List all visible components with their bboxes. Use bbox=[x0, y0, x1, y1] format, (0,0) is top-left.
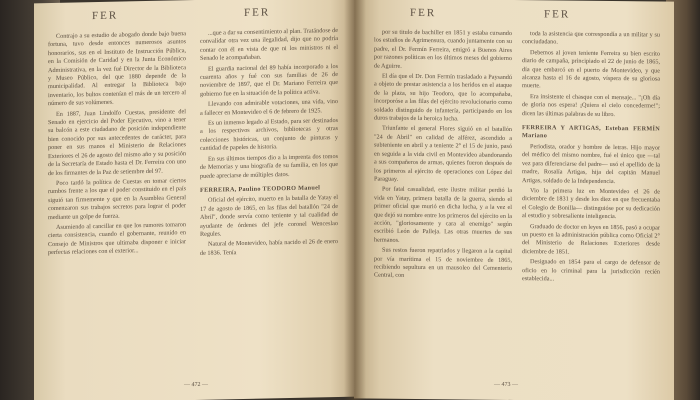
right-page bbox=[354, 0, 674, 400]
right-page-column-a bbox=[374, 29, 512, 284]
entry-heading bbox=[522, 124, 660, 142]
right-page-header-1: FER bbox=[410, 6, 437, 20]
left-page-header-2: FER bbox=[244, 6, 271, 19]
entry-name: FERREIRA, Paulino TEODORO Manuel bbox=[200, 184, 321, 194]
paragraph: Designado en 1854 para el cargo de defensor de oficio en lo criminal para la jurisdicción recién establecida... bbox=[522, 258, 660, 283]
left-page bbox=[34, 0, 356, 400]
left-page-number: — 472 — bbox=[184, 381, 208, 389]
paragraph: Contrajo a su estudio de abogado donde bajo buena fortuna, tuvo desde entonces numerosos asuntos honorarios, sus en el Instituto de Instrucción Pública, en la Comisión de Caridad y en la Junta Económico Administrativa, en la vez fué Director de la Biblioteca y Museo Público, del que 1880 depende de la municipalidad. Al entregar la Biblioteca bajo inventario, los bultos contenían el más de un tercero al número de sus volúmenes. bbox=[48, 30, 186, 108]
paragraph: El guardia nacional del 89 había incorporado a los cuarenta años y fué con sus familias de 26 de noviembre de 1897, que el Dr. Mariano Ferreira que gobierno fue en la situación de la política activa. bbox=[200, 62, 338, 98]
right-page-header-2: FER bbox=[544, 8, 571, 21]
left-page-column-b bbox=[200, 27, 338, 260]
entry-name: FERREIRA Y ARTIGAS, Esteban FERMÍN Mariano bbox=[522, 124, 660, 140]
paragraph: Periodista, orador y hombre de letras. Hijo mayor del médico del mismo nombre, fué el único que —tal vez para diferenciarse del padre— usó el apellido de la madre, Rosalía Artigas, hija del capitán Manuel Artigas, soldado de la Independencia. bbox=[522, 143, 660, 185]
paragraph: Triunfante el general Flores siguió en el batallón "24 de Abril" en calidad de alférez, ascendido a subteniente en abril y a teniente 2° el 15 de junio, pasó en seguida a la vida civil en Montevideo abandonando a sus compañeros de armas, quienes fueron después de los primeros al ejército de operaciones con López del Paraguay. bbox=[374, 125, 512, 183]
paragraph: Por fatal casualidad, este ilustre militar perdió la vida en Yatay, primera batalla de la guerra, siendo el primer oficial que murió en dicha lucha, y a la vez el que dejó su nombre entre los primeros del ejército en la acción, "gloriosamente y cara al enemigo" según escribió León de Palleja. Las otras muertes de sus hermanos. bbox=[374, 185, 512, 244]
paragraph: En 1887, Juan Lindolfo Cuestas, presidente del Senado en ejercicio del Poder Ejecutivo, vino a tener su balcón a este ciudadano de posición independiente bien conocido por sus antecedentes de carácter, para poner en sus manos el Ministerio de Relaciones Exteriores el 26 de agosto del mismo año y su posición de la Secretaría de Estado hasta el Dr. Ferreira con uno de los firmantes de la Paz de setiembre del 97. bbox=[48, 107, 186, 177]
paragraph: El día que el Dr. Don Fermín trasladado a Paysandú a objeto de prestar asistencia a los heridos en el ataque de la plaza, su hijo Teodoro, que lo acompañaba, incorporóse a las filas del ejército revolucionario como soldado distinguido de infantería, participando en los duros trabajos de la heroica lucha. bbox=[374, 72, 512, 123]
paragraph: Es un inmenso legado al Estado, para ser destinados a los respectivos archivos, bibliotecas y otras colecciones históricas, un conjunto de pinturas y cantidad de papeles de historia. bbox=[200, 117, 338, 153]
right-page-number: — 473 — bbox=[494, 381, 518, 389]
paragraph: Vio la primera luz en Montevideo el 26 de diciembre de 1831 y desde los diez en que frecuentaba el Colegio de Bonilla— distinguióse por su dedicación al estudio y sobresaliente inteligencia. bbox=[522, 187, 660, 221]
paragraph: Poco tardó la política de Cuestas en tomar ciertos rumbos frente a los que el poder constituido en el país siguió tan firmemente y que en la Asamblea General comenzaron sus trabajos secretos para lograr el poder mediante un golpe de fuerza. bbox=[48, 177, 186, 221]
paragraph: Llevando con admirable votaciones, una vida, vino a fallecer en Montevideo el 6 de febrero de 1925. bbox=[200, 98, 338, 117]
paragraph: por su titulo de bachiller en 1851 y estaba cursando los estudios de Agrimensura, cuando juntamente con su padre, el Dr. Fermín Ferreira, emigró a Buenos Aires por razones políticas en los últimos meses del gobierno de Aguirre. bbox=[374, 28, 512, 70]
paragraph: Debemos al joven teniente Ferreira su bien escrito diario de campaña, principiado el 22 de junio de 1865, día que embarcó en el puerto de Montevideo, y que alcanza hasta el 16 de agosto, víspera de su gloriosa muerte. bbox=[522, 48, 660, 90]
paragraph: Oficial del ejército, muerto en la batalla de Yatay el 17 de agosto de 1865, en las filas del batallón "24 de Abril", donde servía como teniente y tal cualidad de ayudante de órdenes del jefe coronel Wenceslao Regules. bbox=[200, 194, 338, 238]
right-page-column-b bbox=[522, 30, 660, 287]
paragraph: Graduado de doctor en leyes en 1856, pasó a ocupar un puesto en la administración pública como Oficial 2° del Ministerio de Relaciones Exteriores desde diciembre de 1851. bbox=[522, 222, 660, 256]
left-page-column-a bbox=[48, 30, 186, 259]
entry-heading bbox=[200, 184, 338, 195]
paragraph: Era insistente el chasque con el mensaje... "¡Oh día de gloria nos espera! ¡Quiera el cielo concederme!"; dicen las últimas palabras de su libro. bbox=[522, 93, 660, 118]
book-gutter bbox=[344, 0, 366, 400]
paragraph: En sus últimos tiempos dio a la imprenta dos tomos de Memorias y una biografía de su familia, en los que puede apreciarse de múltiples datos. bbox=[200, 152, 338, 180]
paragraph: ...que a dar su consentimiento al plan. Tratándose de convalidar otra vez una ilegalidad, dijo que no podría contar con él en vista de que ni los ministros ni el Senado le acompañaban. bbox=[200, 27, 338, 63]
paragraph: Asumiendo al cancillar en que los rumores tomaron cierta consistencia, cuando el gobernante, reunido en Consejo de Ministros que ultimaba disponer e iniciar perfectas relaciones con el exterior... bbox=[48, 221, 186, 257]
paragraph: Natural de Montevideo, había nacido el 26 de enero de 1836. Tenía bbox=[200, 238, 338, 257]
paragraph: Sus restos fueron repatriados y llegaron a la capital por vía marítima el 15 de noviembre de 1865, recibiendo sepultura en un mausoleo del Cementerio Central, con bbox=[374, 246, 512, 280]
left-page-header-1: FER bbox=[92, 9, 119, 23]
paragraph: toda la asistencia que correspondía a un militar y su conciudadano. bbox=[522, 30, 660, 46]
